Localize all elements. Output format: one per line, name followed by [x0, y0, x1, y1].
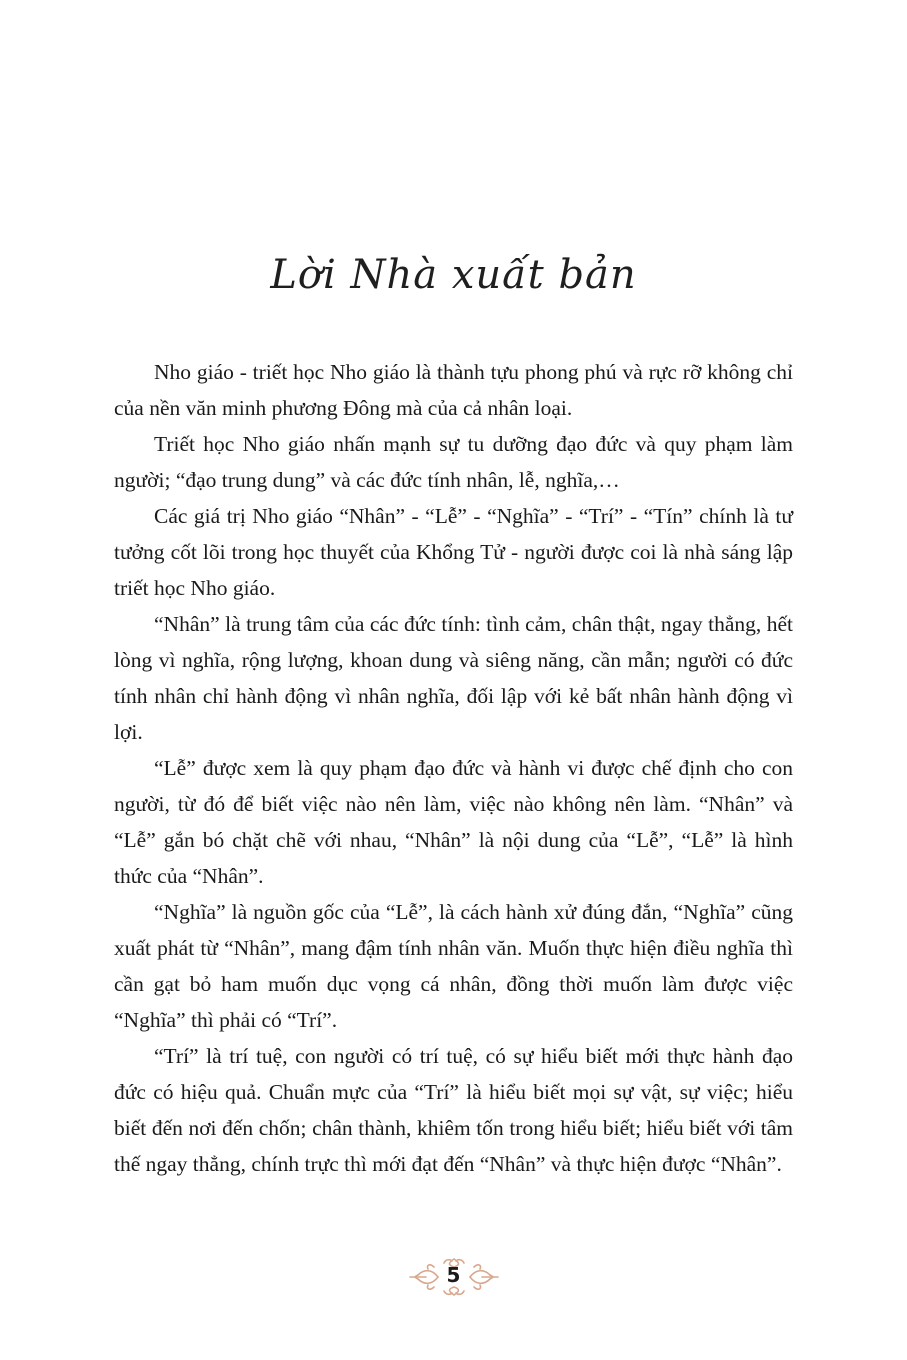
paragraph-4: “Nhân” là trung tâm của các đức tính: tình cảm, chân thật, ngay thẳng, hết lòng vì nghĩa, rộng lượng, khoan dung và siêng năng, cần mẫn; người có đức tính nhân chỉ hành động vì nhân nghĩa, đối lập với kẻ bất nhân hành động vì lợi.	[114, 612, 793, 744]
body-text	[114, 354, 793, 1182]
page-number-badge	[404, 1255, 504, 1299]
page-title: Lời Nhà xuất bản	[270, 252, 637, 298]
paragraph-2: Triết học Nho giáo nhấn mạnh sự tu dưỡng đạo đức và quy phạm làm người; “đạo trung dung” và các đức tính nhân, lễ, nghĩa,…	[114, 432, 793, 492]
paragraph-6: “Nghĩa” là nguồn gốc của “Lễ”, là cách hành xử đúng đắn, “Nghĩa” cũng xuất phát từ “Nhân”, mang đậm tính nhân văn. Muốn thực hiện điều nghĩa thì cần gạt bỏ ham muốn dục vọng cá nhân, đồng thời muốn làm được việc “Nghĩa” thì phải có “Trí”.	[114, 900, 793, 1032]
paragraph-3: Các giá trị Nho giáo “Nhân” - “Lễ” - “Nghĩa” - “Trí” - “Tín” chính là tư tưởng cốt lõi trong học thuyết của Khổng Tử - người được coi là nhà sáng lập triết học Nho giáo.	[114, 504, 793, 600]
page-number: 5	[446, 1263, 461, 1287]
paragraph-1: Nho giáo - triết học Nho giáo là thành tựu phong phú và rực rỡ không chỉ của nền văn minh phương Đông mà của cả nhân loại.	[114, 360, 793, 420]
page-footer	[0, 1252, 907, 1302]
paragraph-5: “Lễ” được xem là quy phạm đạo đức và hành vi được chế định cho con người, từ đó để biết việc nào nên làm, việc nào không nên làm. “Nhân” và “Lễ” gắn bó chặt chẽ với nhau, “Nhân” là nội dung của “Lễ”, “Lễ” là hình thức của “Nhân”.	[114, 756, 793, 888]
paragraph-7: “Trí” là trí tuệ, con người có trí tuệ, có sự hiểu biết mới thực hành đạo đức có hiệu quả. Chuẩn mực của “Trí” là hiểu biết mọi sự vật, sự việc; hiểu biết đến nơi đến chốn; chân thành, khiêm tốn trong hiểu biết; hiểu biết với tâm thế ngay thẳng, chính trực thì mới đạt đến “Nhân” và thực hiện được “Nhân”.	[114, 1044, 793, 1176]
